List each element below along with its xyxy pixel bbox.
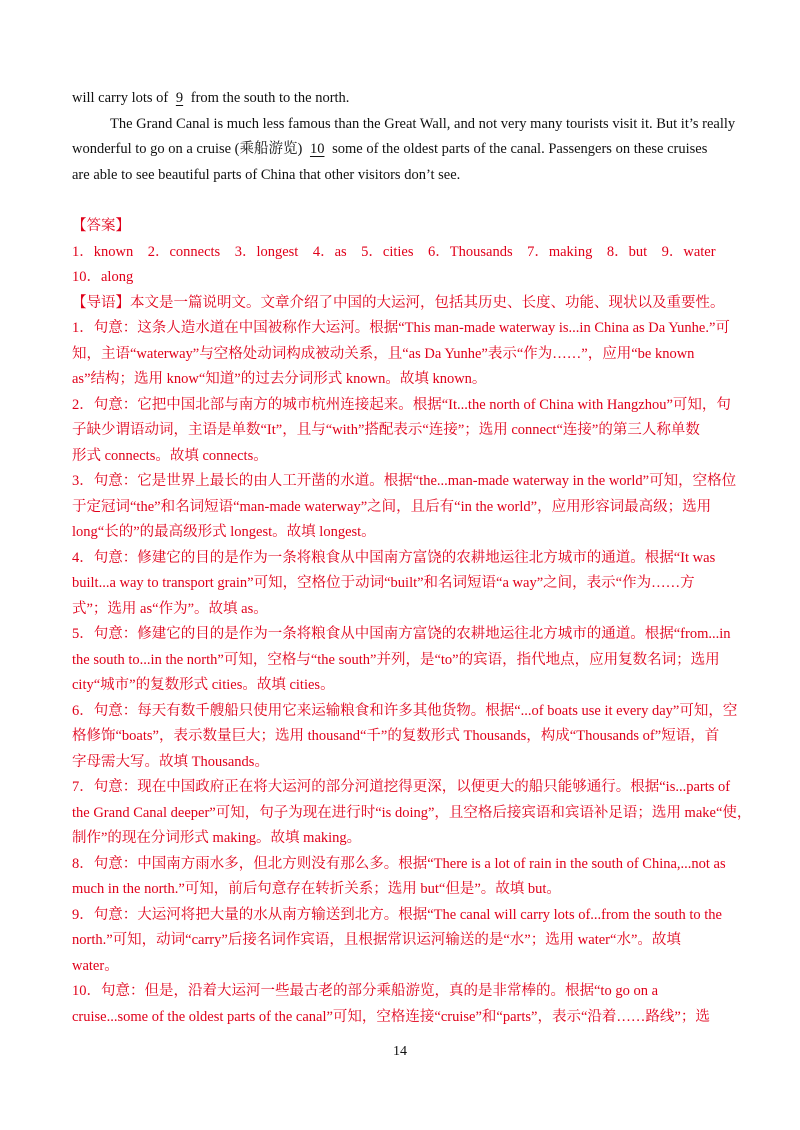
explanation-line: 3．句意：它是世界上最长的由人工开凿的水道。根据“the...man-made waterway in the world”可知，空格位	[72, 473, 737, 489]
explanation-line: 式”；选用 as“作为”。故填 as。	[72, 600, 268, 617]
passage-text: from the south to the north.	[190, 90, 350, 106]
explanation-line: 10．句意：但是，沿着大运河一些最古老的部分乘船游览，真的是非常棒的。根据“to go on a	[72, 983, 659, 999]
explanation-line: 8．句意：中国南方雨水多，但北方则没有那么多。根据“There is a lot of rain in the south of China,...not as	[72, 855, 726, 872]
passage-line-3	[72, 137, 724, 163]
explanation-line: 2．句意：它把中国北部与南方的城市杭州连接起来。根据“It...the north of China with Hangzhou”可知，句	[72, 396, 731, 413]
guide-text: 【导语】本文是一篇说明文。文章介绍了中国的大运河，包括其历史、长度、功能、现状以及重要性。	[72, 294, 725, 311]
explanation-line: 7．句意：现在中国政府正在将大运河的部分河道挖得更深，以便更大的船只能够通行。根据“is...parts of	[72, 779, 731, 795]
explanation-line: 6．句意：每天有数千艘船只使用它来运输粮食和许多其他货物。根据“...of boats use it every day”可知，空	[72, 702, 738, 719]
document-page	[72, 86, 752, 1030]
blank-10: 10	[309, 141, 325, 157]
spacer	[72, 188, 724, 214]
explanation-line: 1．句意：这条人造水道在中国被称作大运河。根据“This man-made waterway is...in China as Da Yunhe.”可	[72, 320, 730, 336]
explanation-line: 制作”的现在分词形式 making。故填 making。	[72, 830, 362, 846]
answer-list-line-2: 10．along	[72, 269, 134, 285]
explanation-line: the Grand Canal deeper”可知，句子为现在进行时“is doing”，且空格后接宾语和宾语补足语；选用 make“使，	[72, 804, 752, 821]
passage-text: will carry lots of	[72, 90, 169, 106]
explanation-line: 子缺少谓语动词，主语是单数“It”，且与“with”搭配表示“连接”；选用 connect“连接”的第三人称单数	[72, 422, 700, 438]
explanation-line: much in the north.”可知，前后句意存在转折关系；选用 but“但是”。故填 but。	[72, 881, 561, 897]
passage-line-1	[72, 86, 724, 112]
explanation-line: 字母需大写。故填 Thousands。	[72, 753, 269, 770]
explanation-line: as”结构；选用 know“知道”的过去分词形式 known。故填 known。	[72, 371, 487, 387]
explanation-line: 9．句意：大运河将把大量的水从南方输送到北方。根据“The canal will carry lots of...from the south to the	[72, 906, 722, 923]
explanation-line: cruise...some of the oldest parts of the canal”可知，空格连接“cruise”和“parts”，表示“沿着……路线”；选	[72, 1008, 710, 1025]
answer-header: 【答案】	[72, 218, 130, 234]
passage-text: wonderful to go on a cruise (乘船游览)	[72, 141, 303, 157]
explanation-line: city“城市”的复数形式 cities。故填 cities。	[72, 677, 335, 693]
explanation-line: 格修饰“boats”，表示数量巨大；选用 thousand“千”的复数形式 Thousands，构成“Thousands of”短语，首	[72, 728, 720, 744]
passage-line-2: The Grand Canal is much less famous than the Great Wall, and not very many tourists visit it. But it’s really	[110, 115, 736, 132]
explanation-line: 4．句意：修建它的目的是作为一条将粮食从中国南方富饶的农耕地运往北方城市的通道。根据“It was	[72, 549, 716, 566]
explanation-line: long“长的”的最高级形式 longest。故填 longest。	[72, 524, 376, 540]
passage-text: some of the oldest parts of the canal. Passengers on these cruises	[332, 141, 708, 157]
explanation-line: 形式 connects。故填 connects。	[72, 447, 268, 464]
explanation-line: north.”可知，动词“carry”后接名词作宾语，且根据常识运河输送的是“水”；选用 water“水”。故填	[72, 932, 681, 948]
explanation-line: the south to...in the north”可知，空格与“the south”并列，是“to”的宾语，指代地点，应用复数名词；选用	[72, 651, 720, 668]
explanation-line: 5．句意：修建它的目的是作为一条将粮食从中国南方富饶的农耕地运往北方城市的通道。根据“from...in	[72, 626, 731, 642]
blank-9: 9	[175, 90, 184, 106]
page-number: 14	[393, 1044, 407, 1059]
explanation-line: built...a way to transport grain”可知，空格位于动词“built”和名词短语“a way”之间，表示“作为……方	[72, 575, 695, 591]
explanations	[72, 316, 752, 1030]
answer-list-line-1: 1．known 2．connects 3．longest 4．as 5．cities 6．Thousands 7．making 8．but 9．water	[72, 243, 716, 260]
explanation-line: 知，主语“waterway”与空格处动词构成被动关系，且“as Da Yunhe”表示“作为……”，应用“be known	[72, 345, 695, 362]
explanation-line: 于定冠词“the”和名词短语“man-made waterway”之间，且后有“in the world”，应用形容词最高级；选用	[72, 498, 712, 515]
passage-line-4: are able to see beautiful parts of China that other visitors don’t see.	[72, 166, 461, 183]
explanation-line: water。	[72, 957, 119, 974]
